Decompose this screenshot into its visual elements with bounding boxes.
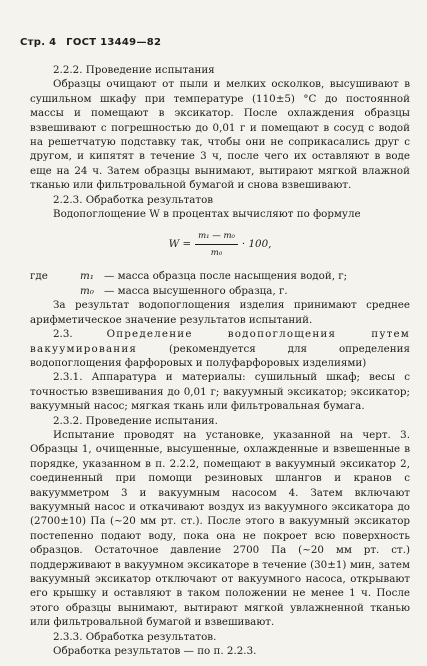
formula-fraction [195, 229, 238, 261]
formula-denominator: m₀ [210, 247, 223, 258]
paragraph: Образцы очищают от пыли и мелких осколков, высушивают в сушильном шкафу при температуре (110±5) °С до постоянной массы и помещают в эксикатор. После охлаждения образцы взвешивают с погрешностью до 0,01 г и помещают в сосуд с водой на решетчатую подставку так, чтобы они не соприкасались друг с другом, и кипятят в течение 3 ч, после чего их оставляют в воде еще на 24 ч. Затем образцы вынимают, вытирают мягкой влажной тканью или фильтровальной бумагой и снова взвешивают. [30, 78, 410, 192]
section-heading: 2.2.3. Обработка результатов [53, 193, 214, 206]
section-heading [30, 327, 410, 370]
standard-number: ГОСТ 13449—82 [66, 37, 162, 48]
paragraph: За результат водопоглощения изделия принимают среднее арифметическое значение результатов испытаний. [30, 299, 410, 326]
section-heading: 2.3.2. Проведение испытания. [53, 414, 218, 427]
definition-row [30, 269, 410, 283]
section-number: 2.3. [53, 328, 73, 341]
section-heading: 2.3.3. Обработка результатов. [53, 630, 217, 643]
formula-tail: · 100, [241, 238, 272, 251]
definition-row [30, 284, 410, 298]
definition-lead: где [30, 270, 48, 283]
paragraph: 2.3.1. Аппаратура и материалы: сушильный шкаф; весы с точностью взвешивания до 0,01 г; вакуумный эксикатор; эксикатор; вакуумный насос; мягкая ткань или фильтровальная бумага. [30, 371, 410, 413]
paragraph: Испытание проводят на установке, указанной на черт. 3. Образцы 1, очищенные, высушенные, охлажденные и взвешенные в порядке, указанном в п. 2.2.2, помещают в вакуумный эксикатор 2, соединенный при помощи резиновых шлангов и кранов с вакуумметром 3 и вакуумным насосом 4. Затем включают вакуумный насос и откачивают воздух из вакуумного эксикатора до (2700±10) Па (~20 мм рт. ст.). После этого в вакуумный эксикатор постепенно подают воду, пока она не покроет всю поверхность образцов. Остаточное давление 2700 Па (~20 мм рт. ст.) поддерживают в вакуумном эксикаторе в течение (30±1) мин, затем вакуумный эксикатор отключают от вакуумного насоса, открывают его крышку и оставляют в таком положении не менее 1 ч. После этого образцы вынимают, вытирают мягкой увлажненной тканью или фильтровальной бумагой и взвешивают. [30, 428, 410, 629]
section-title-spaced: Определение водопоглощения путем вакуумирования [30, 328, 410, 355]
formula-numerator: m₁ — m₀ [195, 229, 238, 245]
section-heading: 2.2.2. Проведение испытания [53, 64, 215, 76]
definition-symbol: m₀ [80, 284, 94, 297]
section-title-note: (рекомендуется для определения водопоглощения фарфоровых и полуфарфоровых изделиями) [30, 342, 410, 369]
document-body [30, 63, 410, 658]
definition-text: — масса высушенного образца, г. [104, 284, 288, 297]
definition-text: — масса образца после насыщения водой, г; [104, 270, 348, 283]
formula-lhs: W = [168, 238, 192, 251]
paragraph: Водопоглощение W в процентах вычисляют по формуле [53, 208, 361, 221]
definition-lead [30, 284, 80, 298]
paragraph: Обработка результатов — по п. 2.2.3. [53, 645, 257, 658]
formula [30, 227, 410, 261]
page-header [20, 37, 167, 48]
page-number: Стр. 4 [20, 37, 57, 48]
definition-symbol: m₁ [80, 270, 94, 283]
